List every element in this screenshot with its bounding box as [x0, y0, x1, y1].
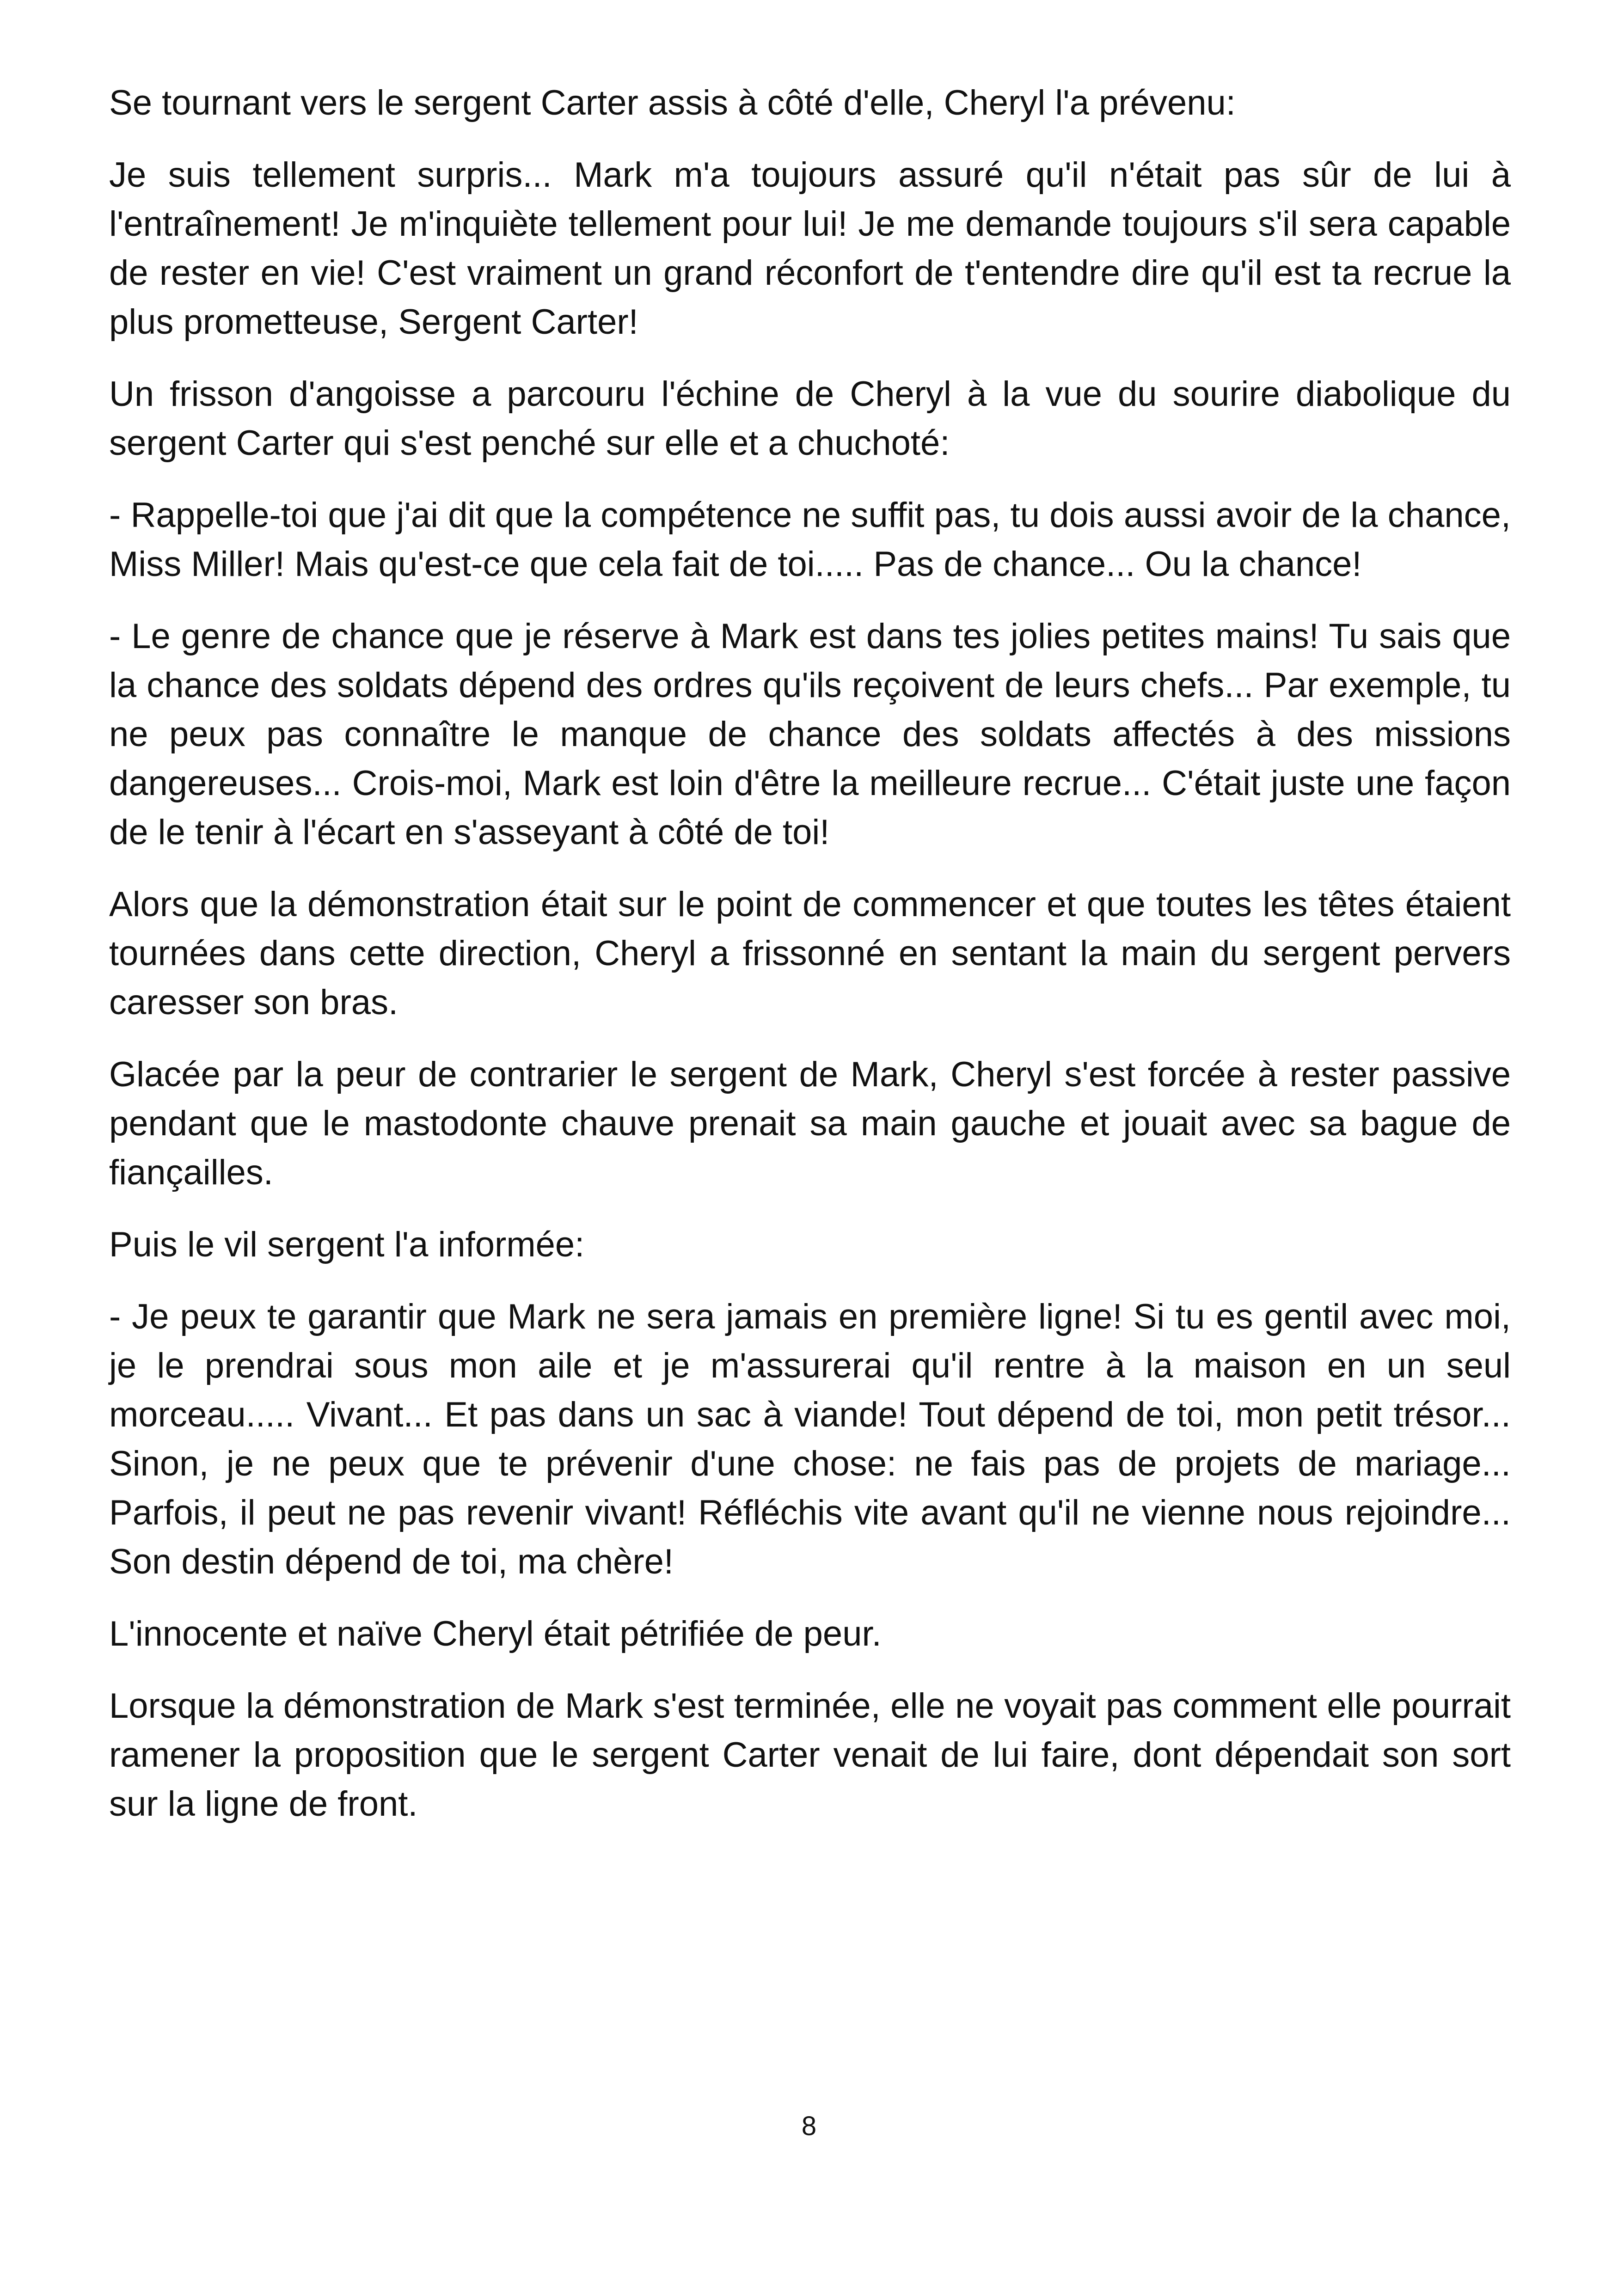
paragraph: Se tournant vers le sergent Carter assis à côté d'elle, Cheryl l'a prévenu:: [109, 83, 1236, 122]
paragraph: - Rappelle-toi que j'ai dit que la compétence ne suffit pas, tu dois aussi avoir de la chance, Miss Miller! Mais qu'est-ce que cela fait de toi..... Pas de chance... Ou la chance!: [109, 496, 1511, 584]
paragraph: - Le genre de chance que je réserve à Mark est dans tes jolies petites mains! Tu sais que la chance des soldats dépend des ordres qu'ils reçoivent de leurs chefs... Par exemple, tu ne peux pas connaître le manque de chance des soldats affectés à des missions dangereuses... Crois-moi, Mark est loin d'être la meilleure recrue... C'était juste une façon de le tenir à l'écart en s'asseyant à côté de toi!: [109, 617, 1511, 852]
body-text: [109, 79, 1511, 1852]
paragraph: Alors que la démonstration était sur le point de commencer et que toutes les têtes étaient tournées dans cette direction, Cheryl a frissonné en sentant la main du sergent pervers caresser son bras.: [109, 885, 1511, 1022]
paragraph: Puis le vil sergent l'a informée:: [109, 1225, 585, 1264]
paragraph: Un frisson d'angoisse a parcouru l'échine de Cheryl à la vue du sourire diabolique du sergent Carter qui s'est penché sur elle et a chuchoté:: [109, 374, 1511, 463]
paragraph: Glacée par la peur de contrarier le sergent de Mark, Cheryl s'est forcée à rester passive pendant que le mastodonte chauve prenait sa main gauche et jouait avec sa bague de fiançailles.: [109, 1055, 1511, 1192]
paragraph: Lorsque la démonstration de Mark s'est terminée, elle ne voyait pas comment elle pourrait ramener la proposition que le sergent Carter venait de lui faire, dont dépendait son sort sur la ligne de front.: [109, 1686, 1511, 1824]
paragraph: Je suis tellement surpris... Mark m'a toujours assuré qu'il n'était pas sûr de lui à l'entraînement! Je m'inquiète tellement pour lui! Je me demande toujours s'il sera capable de rester en vie! C'est vraiment un grand réconfort de t'entendre dire qu'il est ta recrue la plus prometteuse, Sergent Carter!: [109, 155, 1511, 342]
page-number: 8: [801, 2111, 817, 2141]
paragraph: L'innocente et naïve Cheryl était pétrifiée de peur.: [109, 1614, 882, 1653]
paragraph: - Je peux te garantir que Mark ne sera jamais en première ligne! Si tu es gentil avec moi, je le prendrai sous mon aile et je m'assurerai qu'il rentre à la maison en un seul morceau..... Vivant... Et pas dans un sac à viande! Tout dépend de toi, mon petit trésor... Sinon, je ne peux que te prévenir d'une chose: ne fais pas de projets de mariage... Parfois, il peut ne pas revenir vivant! Réfléchis vite avant qu'il ne vienne nous rejoindre... Son destin dépend de toi, ma chère!: [109, 1297, 1511, 1581]
